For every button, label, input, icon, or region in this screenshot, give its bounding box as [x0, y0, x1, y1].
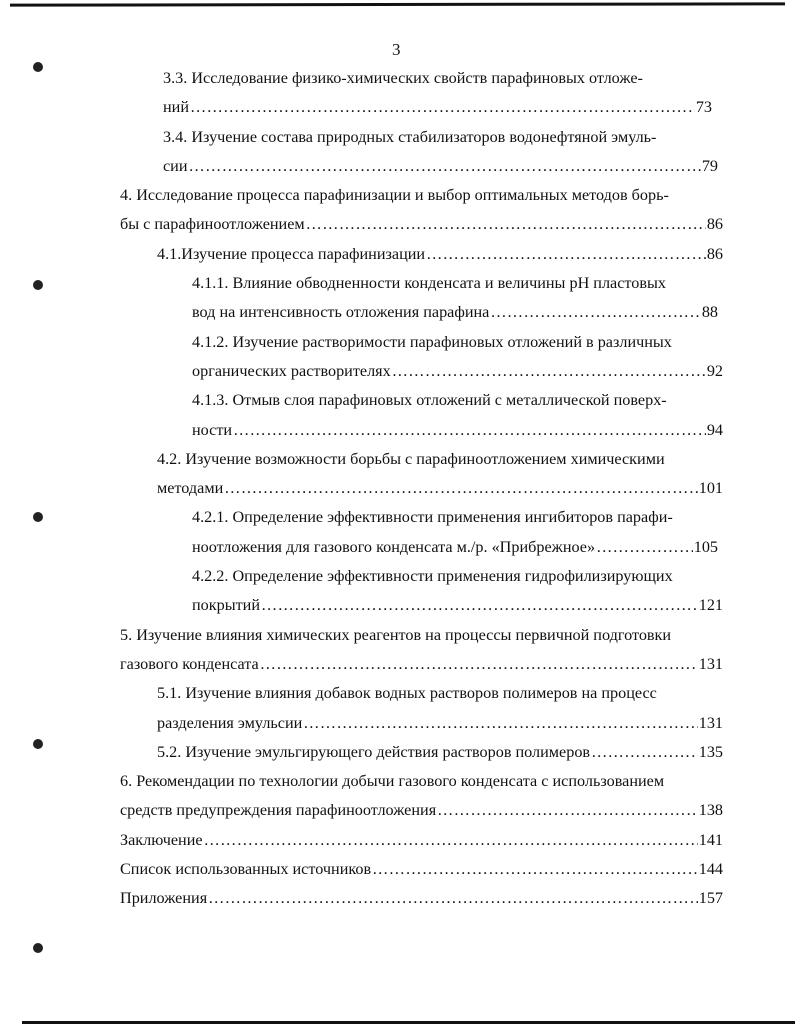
table-of-contents [0, 64, 795, 914]
toc-entry-4 [0, 181, 795, 240]
toc-entry-title: 4.2. Изучение возможности борьбы с парафиноотложением химическими [157, 449, 665, 468]
dot-leader [490, 298, 700, 327]
toc-page-number: 121 [698, 596, 723, 615]
toc-entry-leader-line [157, 474, 723, 503]
toc-entry-title-end: Приложения [120, 889, 208, 908]
top-rule [10, 2, 785, 6]
dot-leader [261, 591, 698, 620]
dot-leader [426, 240, 706, 269]
toc-entry-leader-line [192, 533, 718, 562]
toc-entry-leader-line [120, 650, 723, 679]
dot-leader [392, 357, 706, 386]
toc-entry-title-end: разделения эмульсии [157, 713, 303, 732]
toc-entry-leader-line [157, 709, 723, 738]
toc-entry-title: 5.1. Изучение влияния добавок водных растворов полимеров на процесс [157, 684, 657, 703]
dot-leader [224, 474, 697, 503]
toc-entry-title: 4.1.3. Отмыв слоя парафиновых отложений с металлической поверх- [192, 391, 667, 410]
toc-page-number: 157 [698, 889, 723, 908]
toc-entry-5-2 [0, 738, 795, 767]
toc-page-number: 86 [706, 215, 723, 234]
toc-entry-5 [0, 621, 795, 680]
dot-leader [591, 738, 698, 767]
toc-entry-title-end: газового конденсата [120, 654, 259, 673]
toc-entry-title-end: Заключение [120, 830, 203, 849]
toc-entry-leader-line [157, 738, 723, 767]
toc-entry-title-end: вод на интенсивность отложения парафина [192, 303, 490, 322]
dot-leader [306, 210, 706, 239]
toc-page-number: 131 [698, 654, 723, 673]
toc-entry-title-end: органических растворителях [192, 361, 391, 380]
toc-entry-title: 4.2.2. Определение эффективности применения гидрофилизирующих [192, 567, 673, 586]
toc-page-number: 101 [698, 479, 723, 498]
toc-page-number: 73 [695, 98, 712, 117]
toc-entry-title-end: методами [157, 479, 224, 498]
toc-page-number: 105 [693, 537, 718, 556]
toc-page-number: 144 [698, 860, 723, 879]
toc-entry-title: 6. Рекомендации по технологии добычи газового конденсата с использованием [120, 772, 665, 791]
toc-page-number: 79 [701, 156, 718, 175]
toc-entry-leader-line [120, 884, 723, 913]
toc-entry-title: 4.1.1. Влияние обводненности конденсата и величины рН пластовых [192, 274, 666, 293]
toc-entry-4-2 [0, 445, 795, 504]
toc-entry-title-end: 5.2. Изучение эмульгирующего действия растворов полимеров [157, 742, 591, 761]
toc-entry-title-end: средств предупреждения парафиноотложения [120, 801, 437, 820]
toc-entry-references [0, 855, 795, 884]
toc-page-number: 138 [698, 801, 723, 820]
dot-leader [437, 796, 698, 825]
bottom-rule [22, 1021, 795, 1024]
toc-entry-title-end: ний [163, 98, 189, 117]
toc-page-number: 131 [698, 713, 723, 732]
toc-entry-leader-line [120, 826, 723, 855]
toc-entry-4-2-2 [0, 562, 795, 621]
toc-entry-appendices [0, 884, 795, 913]
toc-entry-title-end: Список использованных источников [120, 860, 372, 879]
page-number: 3 [392, 40, 401, 59]
dot-leader [372, 855, 698, 884]
toc-entry-title: 4.1.2. Изучение растворимости парафиновых отложений в различных [192, 332, 672, 351]
toc-entry-leader-line [120, 855, 723, 884]
toc-entry-title-end: сии [163, 156, 188, 175]
toc-page-number: 135 [698, 742, 723, 761]
dot-leader [189, 152, 701, 181]
toc-entry-title-end: 4.1.Изучение процесса парафинизации [157, 244, 426, 263]
toc-entry-title-end: ноотложения для газового конденсата м./р. «Прибрежное» [192, 537, 596, 556]
toc-entry-title: 4.2.1. Определение эффективности применения ингибиторов парафи- [192, 508, 673, 527]
toc-entry-conclusion [0, 826, 795, 855]
toc-entry-4-1-3 [0, 386, 795, 445]
toc-page-number: 86 [706, 244, 723, 263]
toc-entry-leader-line [192, 357, 723, 386]
toc-entry-title-end: бы с парафиноотложением [120, 215, 305, 234]
dot-leader [190, 93, 695, 122]
dot-leader [204, 826, 698, 855]
toc-entry-title-end: ности [192, 420, 233, 439]
toc-entry-title: 3.4. Изучение состава природных стабилизаторов водонефтяной эмуль- [163, 127, 657, 146]
dot-leader [303, 709, 697, 738]
toc-entry-5-1 [0, 679, 795, 738]
toc-entry-6 [0, 767, 795, 826]
toc-page-number: 94 [706, 420, 723, 439]
toc-entry-title: 5. Изучение влияния химических реагентов на процессы первичной подготовки [120, 625, 672, 644]
toc-entry-leader-line [120, 796, 723, 825]
toc-entry-leader-line [192, 298, 718, 327]
toc-page-number: 141 [698, 830, 723, 849]
toc-entry-leader-line [192, 416, 723, 445]
toc-entry-4-2-1 [0, 503, 795, 562]
toc-entry-leader-line [163, 152, 718, 181]
punch-hole-icon [33, 943, 43, 953]
toc-page-number: 88 [701, 303, 718, 322]
dot-leader [233, 416, 706, 445]
dot-leader [208, 884, 698, 913]
toc-entry-4-1-1 [0, 269, 795, 328]
toc-entry-leader-line [163, 93, 712, 122]
toc-entry-leader-line [157, 240, 723, 269]
toc-entry-leader-line [192, 591, 723, 620]
dot-leader [596, 533, 693, 562]
toc-entry-3-4 [0, 123, 795, 182]
toc-entry-3-3 [0, 64, 795, 123]
toc-entry-4-1-2 [0, 328, 795, 387]
toc-entry-4-1 [0, 240, 795, 269]
toc-entry-title-end: покрытий [192, 596, 260, 615]
toc-entry-title: 4. Исследование процесса парафинизации и выбор оптимальных методов борь- [120, 186, 669, 205]
toc-page-number: 92 [706, 361, 723, 380]
toc-entry-title: 3.3. Исследование физико-химических свойств парафиновых отложе- [163, 69, 643, 87]
toc-entry-leader-line [120, 210, 723, 239]
dot-leader [260, 650, 698, 679]
